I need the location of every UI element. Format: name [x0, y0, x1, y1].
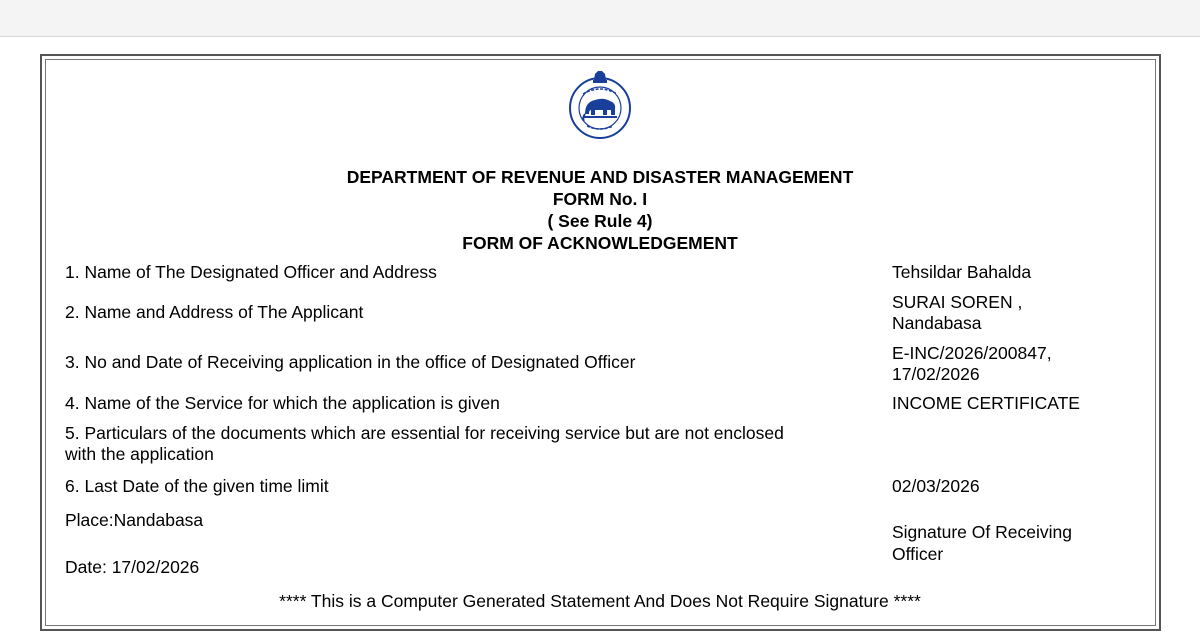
row-label-last-date: 6. Last Date of the given time limit: [65, 476, 329, 496]
signature-label-line2: Officer: [892, 544, 944, 564]
department-title: DEPARTMENT OF REVENUE AND DISASTER MANAGEMENT: [346, 167, 854, 187]
computer-generated-note: **** This is a Computer Generated Statement And Does Not Require Signature ****: [279, 591, 921, 611]
row-label-documents-line2: with the application: [65, 444, 214, 464]
rule-reference: ( See Rule 4): [547, 211, 653, 231]
form-title: FORM OF ACKNOWLEDGEMENT: [462, 233, 738, 253]
form-number: FORM No. I: [552, 189, 648, 209]
row-value-applicant-name: SURAI SOREN ,: [892, 292, 1023, 312]
place-text: Place:Nandabasa: [65, 510, 204, 530]
row-value-application-number: E-INC/2026/200847,: [892, 343, 1052, 363]
date-text: Date: 17/02/2026: [65, 557, 200, 577]
viewer-top-bar: [0, 0, 1200, 37]
row-value-applicant-address: Nandabasa: [892, 313, 982, 333]
row-value-last-date: 02/03/2026: [892, 476, 980, 496]
signature-label-line1: Signature Of Receiving: [892, 522, 1072, 542]
odisha-government-emblem-icon: [563, 68, 637, 142]
row-label-applicant: 2. Name and Address of The Applicant: [65, 302, 364, 322]
row-label-documents-line1: 5. Particulars of the documents which are essential for receiving service but are not enclosed: [65, 423, 784, 443]
row-value-service: INCOME CERTIFICATE: [892, 393, 1080, 413]
row-label-designated-officer: 1. Name of The Designated Officer and Address: [65, 262, 437, 282]
row-value-application-date: 17/02/2026: [892, 364, 980, 384]
row-value-designated-officer: Tehsildar Bahalda: [892, 262, 1032, 282]
row-label-service: 4. Name of the Service for which the application is given: [65, 393, 500, 413]
row-label-application-number: 3. No and Date of Receiving application in the office of Designated Officer: [65, 352, 636, 372]
